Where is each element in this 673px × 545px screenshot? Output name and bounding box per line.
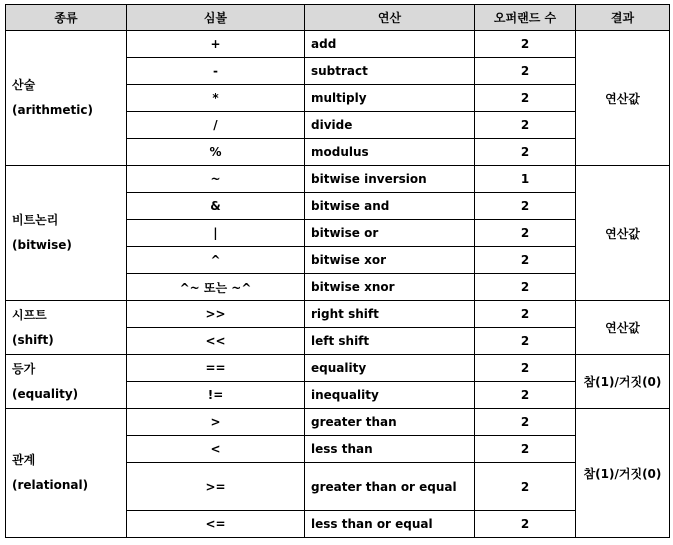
operand-count-cell: 2 xyxy=(475,511,576,538)
table-row xyxy=(6,31,670,58)
category-name-en: (shift) xyxy=(12,332,54,347)
operation-cell: less than xyxy=(305,436,475,463)
symbol-cell: ^ xyxy=(127,247,305,274)
operation-cell: modulus xyxy=(305,139,475,166)
operand-count-cell: 2 xyxy=(475,220,576,247)
operand-count-cell: 2 xyxy=(475,274,576,301)
operation-cell: bitwise xnor xyxy=(305,274,475,301)
operand-count-cell: 2 xyxy=(475,139,576,166)
operation-cell: less than or equal xyxy=(305,511,475,538)
header-operation: 연산 xyxy=(305,5,475,31)
operand-count-cell: 2 xyxy=(475,328,576,355)
table-row xyxy=(6,355,670,382)
category-cell xyxy=(6,301,127,355)
symbol-cell: > xyxy=(127,409,305,436)
operation-cell: bitwise inversion xyxy=(305,166,475,193)
operand-count-cell: 2 xyxy=(475,58,576,85)
operation-cell: greater than or equal xyxy=(305,463,475,511)
operand-count-cell: 2 xyxy=(475,409,576,436)
symbol-cell: >= xyxy=(127,463,305,511)
symbol-cell: ^~ 또는 ~^ xyxy=(127,274,305,301)
category-cell xyxy=(6,166,127,301)
operation-cell: equality xyxy=(305,355,475,382)
operand-count-cell: 2 xyxy=(475,301,576,328)
result-cell: 참(1)/거짓(0) xyxy=(576,355,670,409)
category-name: 시프트 xyxy=(12,307,47,322)
operand-count-cell: 2 xyxy=(475,463,576,511)
category-name-en: (arithmetic) xyxy=(12,103,93,117)
symbol-cell: | xyxy=(127,220,305,247)
symbol-cell: == xyxy=(127,355,305,382)
operation-cell: right shift xyxy=(305,301,475,328)
result-cell: 참(1)/거짓(0) xyxy=(576,409,670,538)
operation-cell: divide xyxy=(305,112,475,139)
symbol-cell: / xyxy=(127,112,305,139)
operand-count-cell: 2 xyxy=(475,112,576,139)
operation-cell: multiply xyxy=(305,85,475,112)
operand-count-cell: 2 xyxy=(475,355,576,382)
table-row xyxy=(6,166,670,193)
operand-count-cell: 2 xyxy=(475,382,576,409)
operand-count-cell: 1 xyxy=(475,166,576,193)
category-cell xyxy=(6,355,127,409)
operand-count-cell: 2 xyxy=(475,85,576,112)
category-name-en: (bitwise) xyxy=(12,238,72,252)
result-cell: 연산값 xyxy=(576,31,670,166)
category-name: 비트논리 xyxy=(12,213,59,227)
category-name-en: (relational) xyxy=(12,478,89,492)
symbol-cell: ~ xyxy=(127,166,305,193)
symbol-cell: <= xyxy=(127,511,305,538)
operand-count-cell: 2 xyxy=(475,31,576,58)
operation-cell: add xyxy=(305,31,475,58)
operation-cell: bitwise or xyxy=(305,220,475,247)
table-row xyxy=(6,409,670,436)
table-row xyxy=(6,301,670,328)
symbol-cell: & xyxy=(127,193,305,220)
operation-cell: left shift xyxy=(305,328,475,355)
operand-count-cell: 2 xyxy=(475,436,576,463)
operand-count-cell: 2 xyxy=(475,193,576,220)
operation-cell: bitwise and xyxy=(305,193,475,220)
category-cell xyxy=(6,31,127,166)
operation-cell: greater than xyxy=(305,409,475,436)
symbol-cell: % xyxy=(127,139,305,166)
operation-cell: bitwise xor xyxy=(305,247,475,274)
header-symbol: 심볼 xyxy=(127,5,305,31)
category-name-en: (equality) xyxy=(12,386,79,401)
result-cell: 연산값 xyxy=(576,301,670,355)
symbol-cell: != xyxy=(127,382,305,409)
operation-cell: subtract xyxy=(305,58,475,85)
symbol-cell: + xyxy=(127,31,305,58)
header-result: 결과 xyxy=(576,5,670,31)
symbol-cell: - xyxy=(127,58,305,85)
symbol-cell: << xyxy=(127,328,305,355)
header-row xyxy=(6,5,670,31)
symbol-cell: * xyxy=(127,85,305,112)
symbol-cell: >> xyxy=(127,301,305,328)
operation-cell: inequality xyxy=(305,382,475,409)
header-operand-count: 오퍼랜드 수 xyxy=(475,5,576,31)
header-category: 종류 xyxy=(6,5,127,31)
operand-count-cell: 2 xyxy=(475,247,576,274)
category-name: 등가 xyxy=(12,361,36,376)
result-cell: 연산값 xyxy=(576,166,670,301)
category-name: 관계 xyxy=(12,453,36,467)
operator-table xyxy=(5,4,670,538)
symbol-cell: < xyxy=(127,436,305,463)
category-name: 산술 xyxy=(12,78,36,92)
category-cell xyxy=(6,409,127,538)
